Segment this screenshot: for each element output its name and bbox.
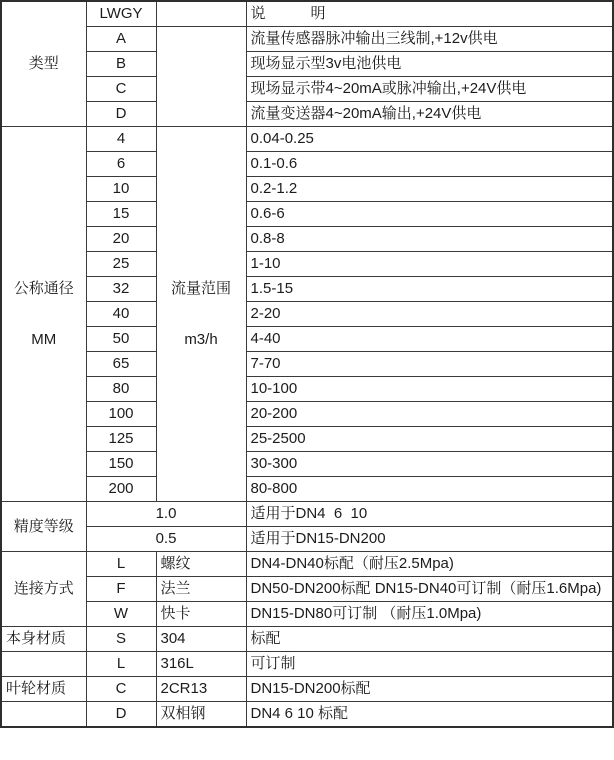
type-code-cell: C (86, 77, 156, 102)
table-row (1, 602, 613, 627)
connection-note-cell: DN15-DN80可订制 （耐压1.0Mpa) (246, 602, 613, 627)
empty-cell (1, 702, 86, 728)
dn-cell: 25 (86, 252, 156, 277)
connection-section-label: 连接方式 (1, 552, 86, 627)
table-row (1, 477, 613, 502)
diameter-label-line2: MM (31, 331, 57, 349)
flow-range-cell: 0.04-0.25 (246, 127, 613, 152)
body-material-note-cell: 可订制 (246, 652, 613, 677)
flow-range-cell: 30-300 (246, 452, 613, 477)
type-code-cell: D (86, 102, 156, 127)
table-row (1, 552, 613, 577)
table-row (1, 77, 613, 102)
impeller-material-note-cell: DN15-DN200标配 (246, 677, 613, 702)
dn-cell: 80 (86, 377, 156, 402)
accuracy-note-cell: 适用于DN4 6 10 (246, 502, 613, 527)
flow-range-cell: 20-200 (246, 402, 613, 427)
impeller-material-section-label: 叶轮材质 (1, 677, 86, 702)
table-row (1, 152, 613, 177)
empty-cell (156, 27, 246, 127)
body-material-name-cell: 316L (156, 652, 246, 677)
table-row (1, 627, 613, 652)
table-row (1, 127, 613, 152)
body-material-section-label: 本身材质 (1, 627, 86, 652)
table-row (1, 677, 613, 702)
dn-cell: 150 (86, 452, 156, 477)
dn-cell: 40 (86, 302, 156, 327)
table-row (1, 302, 613, 327)
impeller-material-code-cell: C (86, 677, 156, 702)
flow-range-cell: 2-20 (246, 302, 613, 327)
flow-range-cell: 1.5-15 (246, 277, 613, 302)
table-row (1, 252, 613, 277)
body-material-code-cell: S (86, 627, 156, 652)
dn-cell: 32 (86, 277, 156, 302)
type-section-label: 类型 (1, 1, 86, 127)
connection-code-cell: W (86, 602, 156, 627)
dn-cell: 200 (86, 477, 156, 502)
table-row (1, 427, 613, 452)
body-material-name-cell: 304 (156, 627, 246, 652)
table-row (1, 402, 613, 427)
dn-cell: 15 (86, 202, 156, 227)
flow-range-cell: 25-2500 (246, 427, 613, 452)
table-row (1, 52, 613, 77)
flow-range-cell: 7-70 (246, 352, 613, 377)
accuracy-section-label: 精度等级 (1, 502, 86, 552)
accuracy-class-cell: 0.5 (86, 527, 246, 552)
impeller-material-code-cell: D (86, 702, 156, 728)
body-material-code-cell: L (86, 652, 156, 677)
table-row (1, 102, 613, 127)
dn-cell: 125 (86, 427, 156, 452)
flow-range-cell: 80-800 (246, 477, 613, 502)
type-desc-cell: 现场显示带4~20mA或脉冲输出,+24V供电 (246, 77, 613, 102)
connection-code-cell: F (86, 577, 156, 602)
dn-cell: 100 (86, 402, 156, 427)
dn-cell: 6 (86, 152, 156, 177)
connection-name-cell: 螺纹 (156, 552, 246, 577)
accuracy-class-cell: 1.0 (86, 502, 246, 527)
table-row (1, 202, 613, 227)
table-row (1, 27, 613, 52)
connection-note-cell: DN4-DN40标配（耐压2.5Mpa) (246, 552, 613, 577)
dn-cell: 50 (86, 327, 156, 352)
dn-cell: 4 (86, 127, 156, 152)
empty-cell (1, 652, 86, 677)
table-row (1, 352, 613, 377)
accuracy-note-cell: 适用于DN15-DN200 (246, 527, 613, 552)
flow-range-cell: 0.6-6 (246, 202, 613, 227)
table-row (1, 577, 613, 602)
table-row (1, 527, 613, 552)
spec-header-cell: 说 明 (246, 1, 613, 27)
table-row (1, 452, 613, 477)
body-material-note-cell: 标配 (246, 627, 613, 652)
diameter-section-label (1, 127, 86, 502)
flow-range-label-line2: m3/h (184, 331, 218, 349)
empty-cell (156, 1, 246, 27)
flow-range-cell: 10-100 (246, 377, 613, 402)
flow-range-cell: 4-40 (246, 327, 613, 352)
connection-name-cell: 快卡 (156, 602, 246, 627)
connection-note-cell: DN50-DN200标配 DN15-DN40可订制（耐压1.6Mpa) (246, 577, 613, 602)
type-desc-cell: 现场显示型3v电池供电 (246, 52, 613, 77)
table-row (1, 1, 613, 27)
impeller-material-name-cell: 2CR13 (156, 677, 246, 702)
table-row (1, 652, 613, 677)
type-desc-cell: 流量变送器4~20mA输出,+24V供电 (246, 102, 613, 127)
impeller-material-name-cell: 双相钢 (156, 702, 246, 728)
table-row (1, 377, 613, 402)
connection-name-cell: 法兰 (156, 577, 246, 602)
table-row (1, 177, 613, 202)
connection-code-cell: L (86, 552, 156, 577)
dn-cell: 20 (86, 227, 156, 252)
flow-range-cell: 0.2-1.2 (246, 177, 613, 202)
table-row (1, 277, 613, 302)
diameter-label-line1: 公称通径 (13, 279, 74, 297)
flow-range-cell: 0.1-0.6 (246, 152, 613, 177)
table-row (1, 327, 613, 352)
type-desc-cell: 流量传感器脉冲输出三线制,+12v供电 (246, 27, 613, 52)
dn-cell: 10 (86, 177, 156, 202)
model-code-cell: LWGY (86, 1, 156, 27)
flow-range-cell: 0.8-8 (246, 227, 613, 252)
flow-range-cell: 1-10 (246, 252, 613, 277)
table-row (1, 702, 613, 728)
type-code-cell: A (86, 27, 156, 52)
flow-range-label-line1: 流量范围 (170, 279, 231, 297)
dn-cell: 65 (86, 352, 156, 377)
impeller-material-note-cell: DN4 6 10 标配 (246, 702, 613, 728)
flow-range-label (156, 127, 246, 502)
table-row (1, 502, 613, 527)
table-row (1, 227, 613, 252)
type-code-cell: B (86, 52, 156, 77)
